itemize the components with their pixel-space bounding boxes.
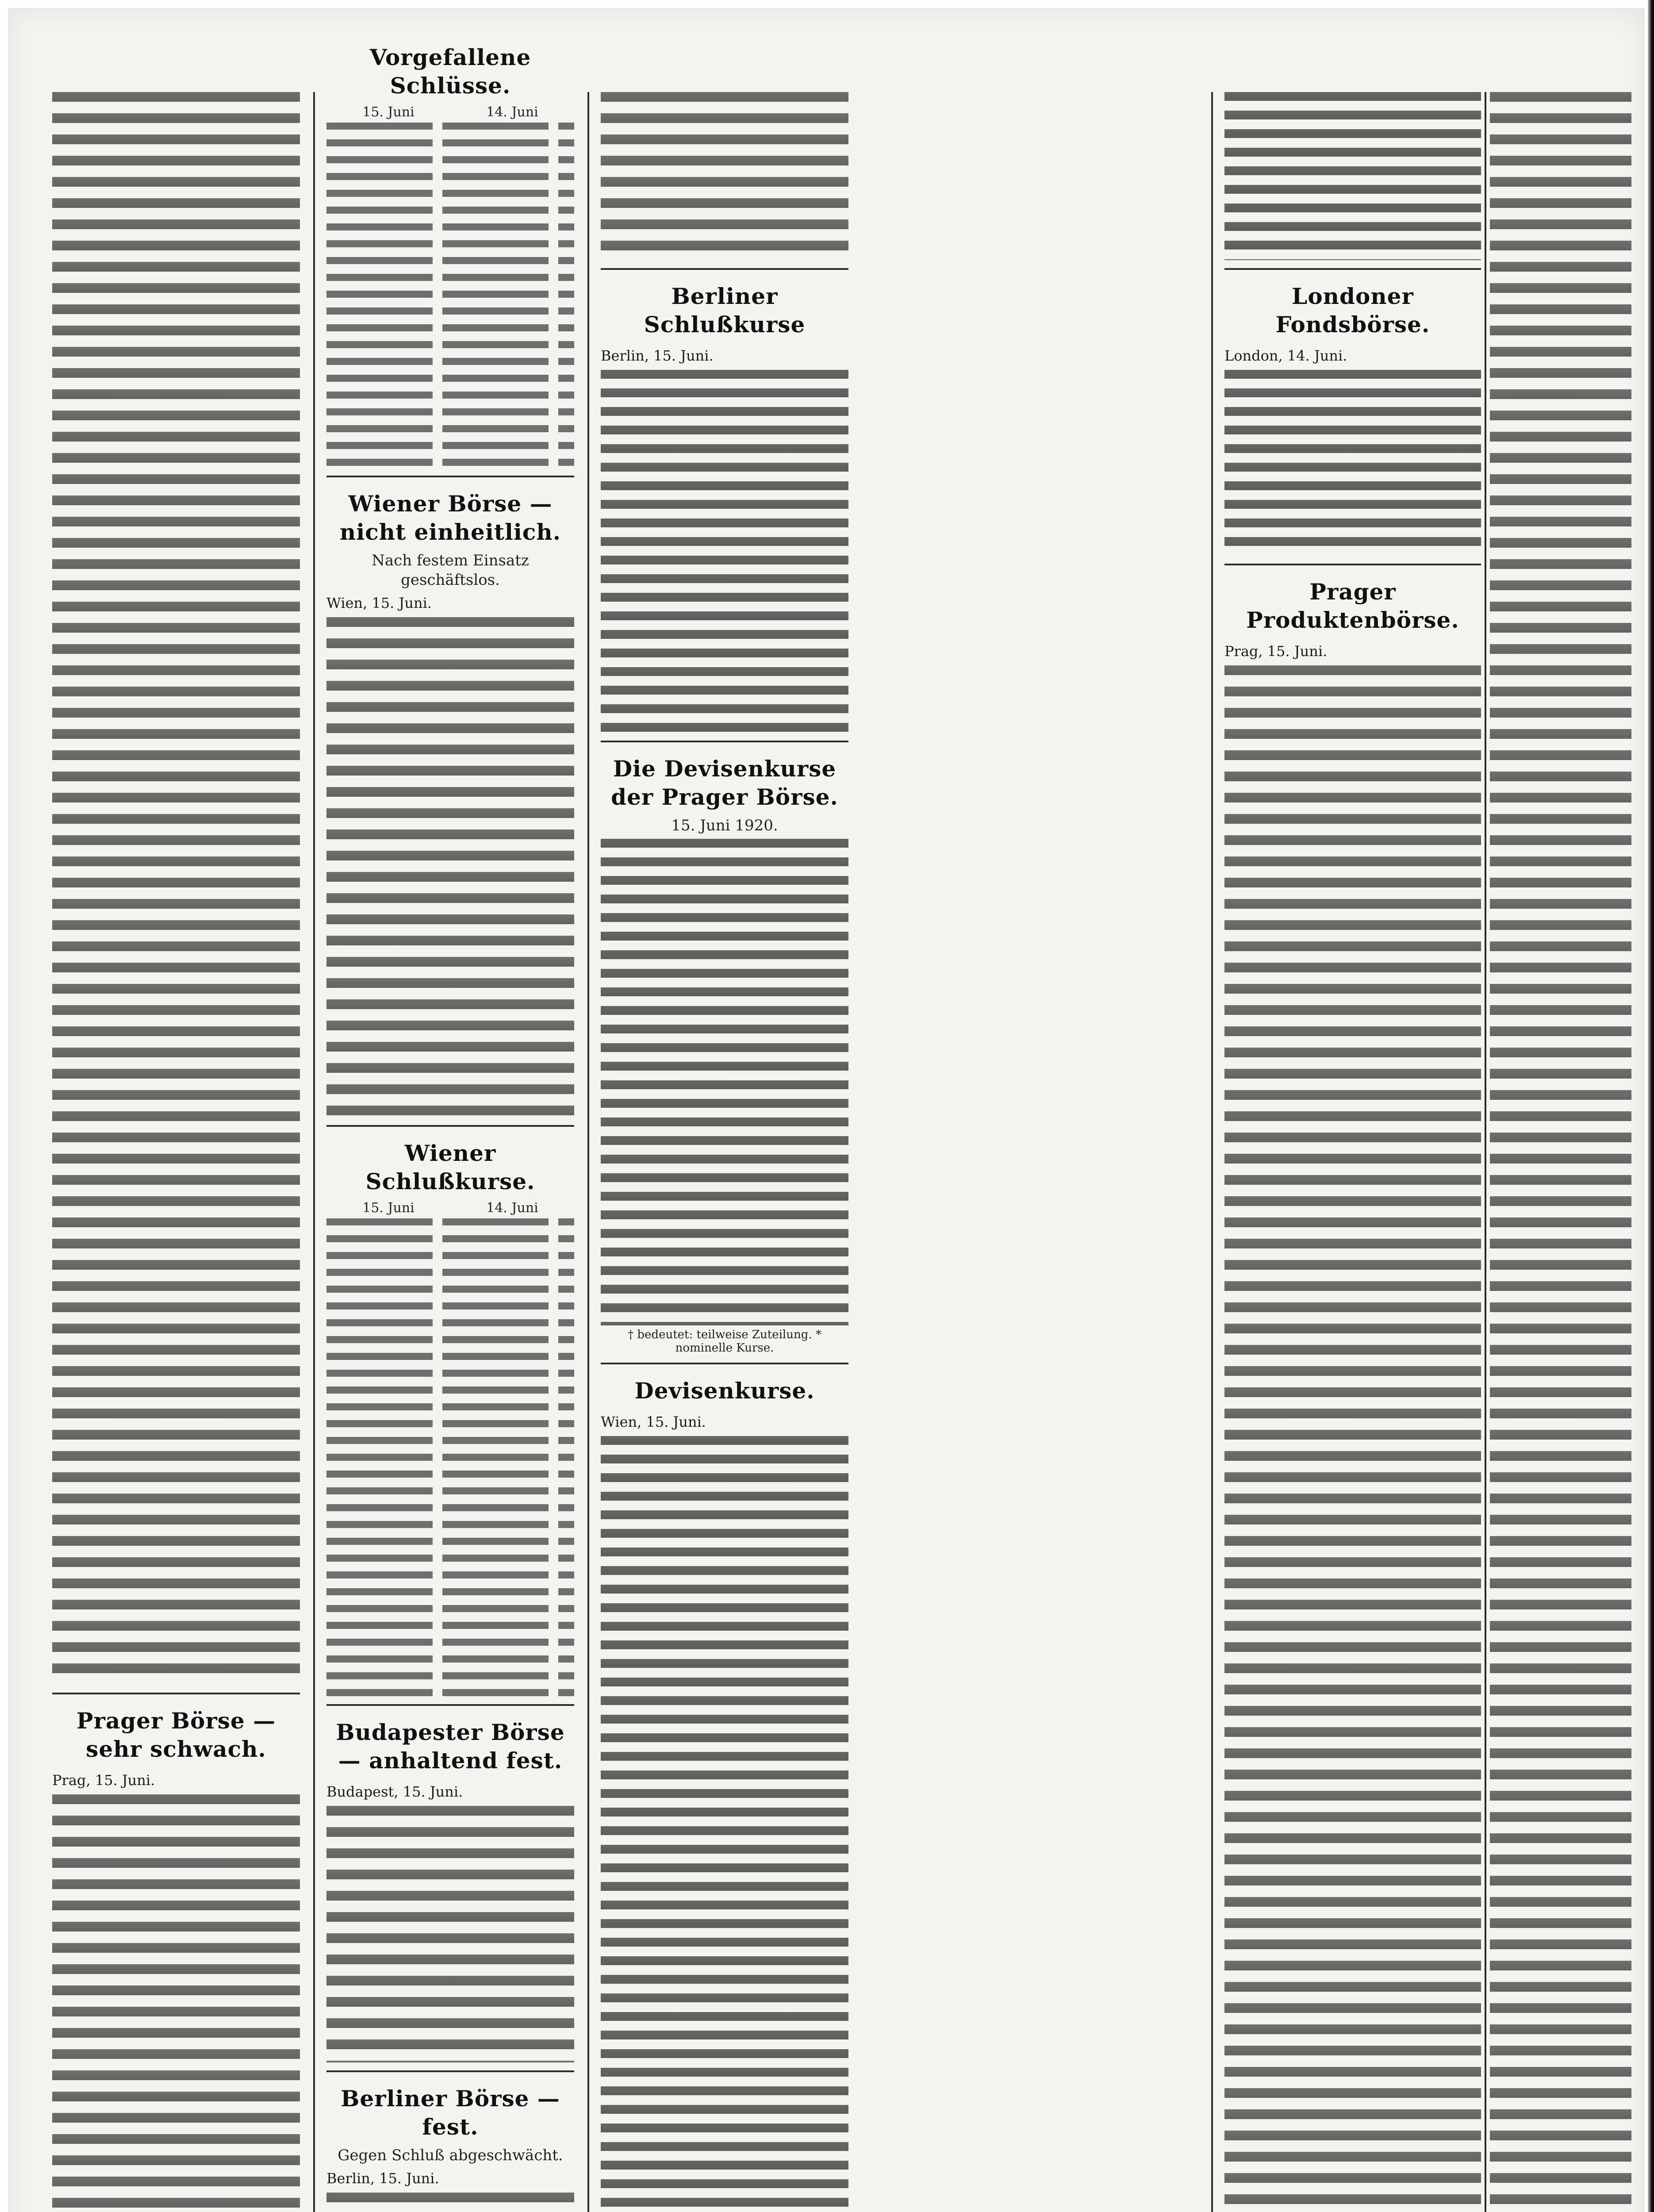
column-4 [1224,92,1481,2212]
prager-produktenboerse-heading: Prager Produktenbörse. [1246,579,1459,633]
wiener-schlusskurse-heading: Wiener Schlußkurse. [365,1140,535,1194]
prager-boerse-lead: Prag, 15. Juni. [52,1772,155,1789]
wiener-schluss-col1: 15. Juni [362,1200,414,1216]
prager-boerse-heading: Prager Börse — sehr schwach. [76,1708,276,1762]
devisenkurse-text [601,1436,848,2212]
wiener-boerse-lead: Wien, 15. Juni. [326,595,432,611]
vorgefallene-col2: 14. Juni [486,104,538,120]
divider [326,1125,574,1127]
londoner-lead: London, 14. Juni. [1224,347,1347,364]
court-report-text [52,92,300,1685]
vorgefallene-table [326,123,574,468]
devisenkurse-prager-date: 15. Juni 1920. [671,817,778,834]
wiener-schlusskurse-table [326,1218,574,1696]
column-2 [326,44,574,2212]
budapester-boerse-heading: Budapester Börse — anhaltend fest. [336,1719,565,1774]
column-rule [1211,92,1213,2212]
divider [52,1693,300,1694]
berliner-schlusskurse-text [601,370,848,733]
newspaper-page [8,8,1645,2212]
devisenkurse-heading: Devisenkurse. [634,1378,815,1404]
berliner-boerse-lead: Berlin, 15. Juni. [326,2170,439,2187]
scan-edge [1648,0,1654,2212]
prager-boerse-text [52,1794,300,2212]
berliner-boerse-text [326,2193,574,2212]
divider [601,741,848,742]
wiener-boerse-subtitle: Nach festem Einsatz geschäftslos. [372,552,529,589]
divider [1224,268,1481,270]
londoner-fondsboerse-heading: Londoner Fondsbörse. [1275,283,1430,338]
budapester-text [326,1806,574,2062]
devisenkurse-prager-text [601,839,848,1325]
divider [326,1704,574,1706]
vorgefallene-column-header [326,104,574,120]
vorgefallene-col1: 15. Juni [362,104,414,120]
londoner-text [1224,370,1481,556]
prager-produkten-lead: Prag, 15. Juni. [1224,643,1328,660]
column-5 [1490,92,1631,2212]
column4-top-text [1224,92,1481,260]
footnote: † bedeutet: teilweise Zuteilung. * nominelle Kurse. [628,1328,821,1355]
budapester-lead: Budapest, 15. Juni. [326,1783,463,1800]
divider [1224,564,1481,565]
wiener-schluss-col2: 14. Juni [486,1200,538,1216]
berliner-schluss-lead: Berlin, 15. Juni. [601,347,714,364]
divider [326,476,574,477]
column-rule [1485,92,1486,2212]
berliner-schlusskurse-heading: Berliner Schlußkurse [644,283,806,338]
berliner-boerse-subtitle: Gegen Schluß abgeschwächt. [338,2147,563,2164]
wiener-boerse-heading: Wiener Börse — nicht einheitlich. [339,491,561,545]
devisenkurse-prager-heading: Die Devisenkurse der Prager Börse. [611,756,838,810]
wiener-schluss-column-header [326,1200,574,1216]
column-1 [52,92,300,2212]
divider [326,2070,574,2072]
column-3 [601,92,848,2212]
column3-top-text [601,92,848,260]
prager-produkten-text [1224,665,1481,2212]
berliner-boerse-heading: Berliner Börse — fest. [341,2085,560,2140]
wiener-boerse-text [326,617,574,1117]
divider [601,268,848,270]
vorgefallene-schluesse-heading: Vorgefallene Schlüsse. [369,44,531,99]
column-rule [587,92,589,2212]
divider [601,1363,848,1364]
devisenkurse-lead: Wien, 15. Juni. [601,1413,706,1430]
column-rule [313,92,315,2212]
column5-text [1490,92,1631,2212]
